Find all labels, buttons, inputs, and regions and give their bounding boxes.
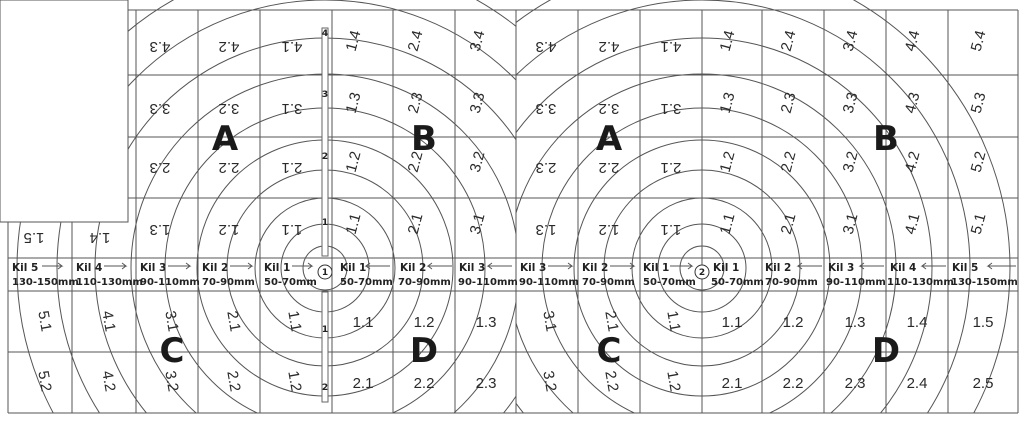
cell-label: 1.2 <box>284 369 305 393</box>
cell-label: 1.2 <box>342 149 365 175</box>
cell-label: 3.2 <box>466 149 489 175</box>
cell-label: 2.3 <box>149 159 171 176</box>
cell-label: 2.3 <box>777 90 800 116</box>
kil-range: 110-130mm <box>887 277 954 288</box>
cell-label: 2.2 <box>413 375 435 392</box>
cell-label: 4.1 <box>98 309 119 333</box>
cell-label: 3.4 <box>839 28 862 54</box>
kil-range: 50-70mm <box>340 277 393 288</box>
cell-label: 2.2 <box>598 159 620 176</box>
cell-label: 1.1 <box>721 314 743 331</box>
cell-label: 4.1 <box>281 38 303 55</box>
cell-label: 1.4 <box>716 28 739 54</box>
cell-label: 1.4 <box>342 28 365 54</box>
kil-range: 130-150mm <box>12 277 79 288</box>
quadrant-c-right: C <box>596 331 622 371</box>
cell-label: 3.4 <box>466 28 489 54</box>
cell-label: 5.3 <box>967 90 990 116</box>
cell-label: 1.1 <box>342 211 365 237</box>
cell-label: 5.1 <box>967 211 990 237</box>
cell-label: 3.1 <box>539 309 560 333</box>
svg-text:2: 2 <box>698 268 706 278</box>
cell-label: 2.5 <box>972 375 994 392</box>
cell-label: 1.3 <box>535 221 557 238</box>
cell-label: 3.3 <box>466 90 489 116</box>
kil-title: Kil 1 <box>713 262 740 274</box>
cell-label: 1.2 <box>413 314 435 331</box>
kil-range: 50-70mm <box>643 277 696 288</box>
cell-label: 1.1 <box>663 309 684 333</box>
cell-label: 4.3 <box>149 38 171 55</box>
arrow-left-icon <box>860 263 884 269</box>
cell-label: 3.2 <box>598 100 620 117</box>
cell-label: 2.3 <box>844 375 866 392</box>
arrow-left-icon <box>988 263 1016 269</box>
quadrant-a-left: A <box>211 119 239 159</box>
cell-label: 4.2 <box>218 38 240 55</box>
cell-label: 3.2 <box>839 149 862 175</box>
axis-up-4: 4 <box>321 29 329 39</box>
svg-text:1: 1 <box>321 268 329 278</box>
kil-range: 110-130mm <box>76 277 143 288</box>
cell-label: 2.1 <box>777 211 800 237</box>
kil-title: Kil 1 <box>264 262 291 274</box>
cell-label: 3.2 <box>539 369 560 393</box>
arrow-right-icon <box>548 263 572 269</box>
cell-label: 1.5 <box>972 314 994 331</box>
cell-label: 1.3 <box>475 314 497 331</box>
cell-label: 3.1 <box>281 100 303 117</box>
cell-label: 1.4 <box>906 314 928 331</box>
quadrant-a-right: A <box>595 119 623 159</box>
cell-label: 4.2 <box>901 149 924 175</box>
arrow-left-icon <box>366 263 390 269</box>
blank-corner-panel <box>0 0 128 222</box>
cell-label: 4.1 <box>901 211 924 237</box>
kil-title: Kil 3 <box>140 262 167 274</box>
cell-label: 1.2 <box>782 314 804 331</box>
kil-title: Kil 3 <box>459 262 486 274</box>
kil-range: 90-110mm <box>140 277 200 288</box>
arrow-right-icon <box>610 263 634 269</box>
cell-label: 1.4 <box>89 229 111 246</box>
kil-title: Kil 4 <box>76 262 103 274</box>
cell-label: 1.1 <box>660 221 682 238</box>
cell-label: 2.3 <box>475 375 497 392</box>
quadrant-d-right: D <box>871 331 901 371</box>
cell-label: 3.1 <box>660 100 682 117</box>
kil-title: Kil 1 <box>340 262 367 274</box>
cell-label: 4.2 <box>598 38 620 55</box>
cell-label: 4.2 <box>98 369 119 393</box>
kil-range: 50-70mm <box>711 277 764 288</box>
cell-label: 5.2 <box>34 369 55 393</box>
cell-label: 1.3 <box>716 90 739 116</box>
arrow-left-icon <box>488 263 512 269</box>
cell-label: 4.1 <box>660 38 682 55</box>
arrow-right-icon <box>230 263 252 269</box>
kil-title: Kil 2 <box>202 262 229 274</box>
cell-label: 1.5 <box>23 229 45 246</box>
cell-label: 2.3 <box>404 90 427 116</box>
arrow-right-icon <box>670 263 692 269</box>
cell-label: 2.4 <box>906 375 928 392</box>
cell-label: 3.1 <box>466 211 489 237</box>
cell-label: 2.2 <box>777 149 800 175</box>
cell-label: 3.3 <box>149 100 171 117</box>
kil-title: Kil 3 <box>520 262 547 274</box>
cell-label: 2.2 <box>782 375 804 392</box>
quadrant-d-left: D <box>409 331 439 371</box>
cell-label: 2.2 <box>218 159 240 176</box>
cell-label: 2.2 <box>404 149 427 175</box>
cell-label: 2.1 <box>404 211 427 237</box>
cell-label: 1.1 <box>352 314 374 331</box>
cell-label: 2.3 <box>535 159 557 176</box>
kil-title: Kil 2 <box>400 262 427 274</box>
cell-label: 3.1 <box>161 309 182 333</box>
cell-label: 2.2 <box>601 369 622 393</box>
quadrant-b-right: B <box>873 119 899 159</box>
cell-label: 4.3 <box>535 38 557 55</box>
axis-down-1: 1 <box>321 325 329 335</box>
arrow-left-icon <box>798 263 822 269</box>
center-2-marker <box>695 265 709 279</box>
arrow-right-icon <box>104 263 126 269</box>
cell-label: 3.2 <box>161 369 182 393</box>
cell-label: 3.2 <box>218 100 240 117</box>
kil-title: Kil 5 <box>952 262 979 274</box>
cell-label: 1.2 <box>663 369 684 393</box>
cell-label: 1.1 <box>716 211 739 237</box>
axis-center-1 <box>322 28 328 402</box>
kil-range: 130-150mm <box>951 277 1018 288</box>
kil-range: 70-90mm <box>765 277 818 288</box>
cell-label: 1.3 <box>844 314 866 331</box>
cell-label: 5.4 <box>967 28 990 54</box>
cell-label: 2.4 <box>777 28 800 54</box>
cell-label: 2.1 <box>352 375 374 392</box>
cell-label: 2.2 <box>223 369 244 393</box>
axis-up-2: 2 <box>321 152 329 162</box>
kil-title: Kil 2 <box>765 262 792 274</box>
cell-label: 3.3 <box>535 100 557 117</box>
cell-label: 1.2 <box>716 149 739 175</box>
cell-label: 2.4 <box>404 28 427 54</box>
arrow-left-icon <box>428 263 452 269</box>
center-1-marker <box>318 265 332 279</box>
kil-range: 70-90mm <box>582 277 635 288</box>
cell-label: 1.2 <box>598 221 620 238</box>
kil-range: 90-110mm <box>826 277 886 288</box>
kil-range: 70-90mm <box>202 277 255 288</box>
arrow-right-icon <box>168 263 190 269</box>
cell-label: 2.1 <box>281 159 303 176</box>
quadrant-c-left: C <box>159 331 185 371</box>
arrow-left-icon <box>922 263 946 269</box>
arrow-right-icon <box>292 263 312 269</box>
quadrant-b-left: B <box>411 119 437 159</box>
axis-up-1: 1 <box>321 218 329 228</box>
cell-label: 4.3 <box>901 90 924 116</box>
axis-up-3: 3 <box>321 90 329 100</box>
kil-range: 90-110mm <box>458 277 518 288</box>
cell-label: 2.1 <box>721 375 743 392</box>
kil-title: Kil 4 <box>890 262 917 274</box>
cell-label: 5.2 <box>967 149 990 175</box>
cell-label: 1.1 <box>284 309 305 333</box>
kil-title: Kil 1 <box>643 262 670 274</box>
cell-label: 2.1 <box>660 159 682 176</box>
cell-label: 1.2 <box>218 221 240 238</box>
cell-label: 5.1 <box>34 309 55 333</box>
arrow-right-icon <box>42 263 62 269</box>
kil-range: 50-70mm <box>264 277 317 288</box>
cell-label: 4.4 <box>901 28 924 54</box>
cell-label: 2.1 <box>601 309 622 333</box>
cell-label: 3.3 <box>839 90 862 116</box>
kil-title: Kil 5 <box>12 262 39 274</box>
cell-label: 1.3 <box>342 90 365 116</box>
kil-title: Kil 2 <box>582 262 609 274</box>
cell-label: 1.1 <box>281 221 303 238</box>
cell-label: 2.1 <box>223 309 244 333</box>
kil-range: 70-90mm <box>398 277 451 288</box>
cell-label: 3.1 <box>839 211 862 237</box>
axis-down-2: 2 <box>321 383 329 393</box>
kil-range: 90-110mm <box>519 277 579 288</box>
cell-label: 1.3 <box>149 221 171 238</box>
kil-title: Kil 3 <box>828 262 855 274</box>
